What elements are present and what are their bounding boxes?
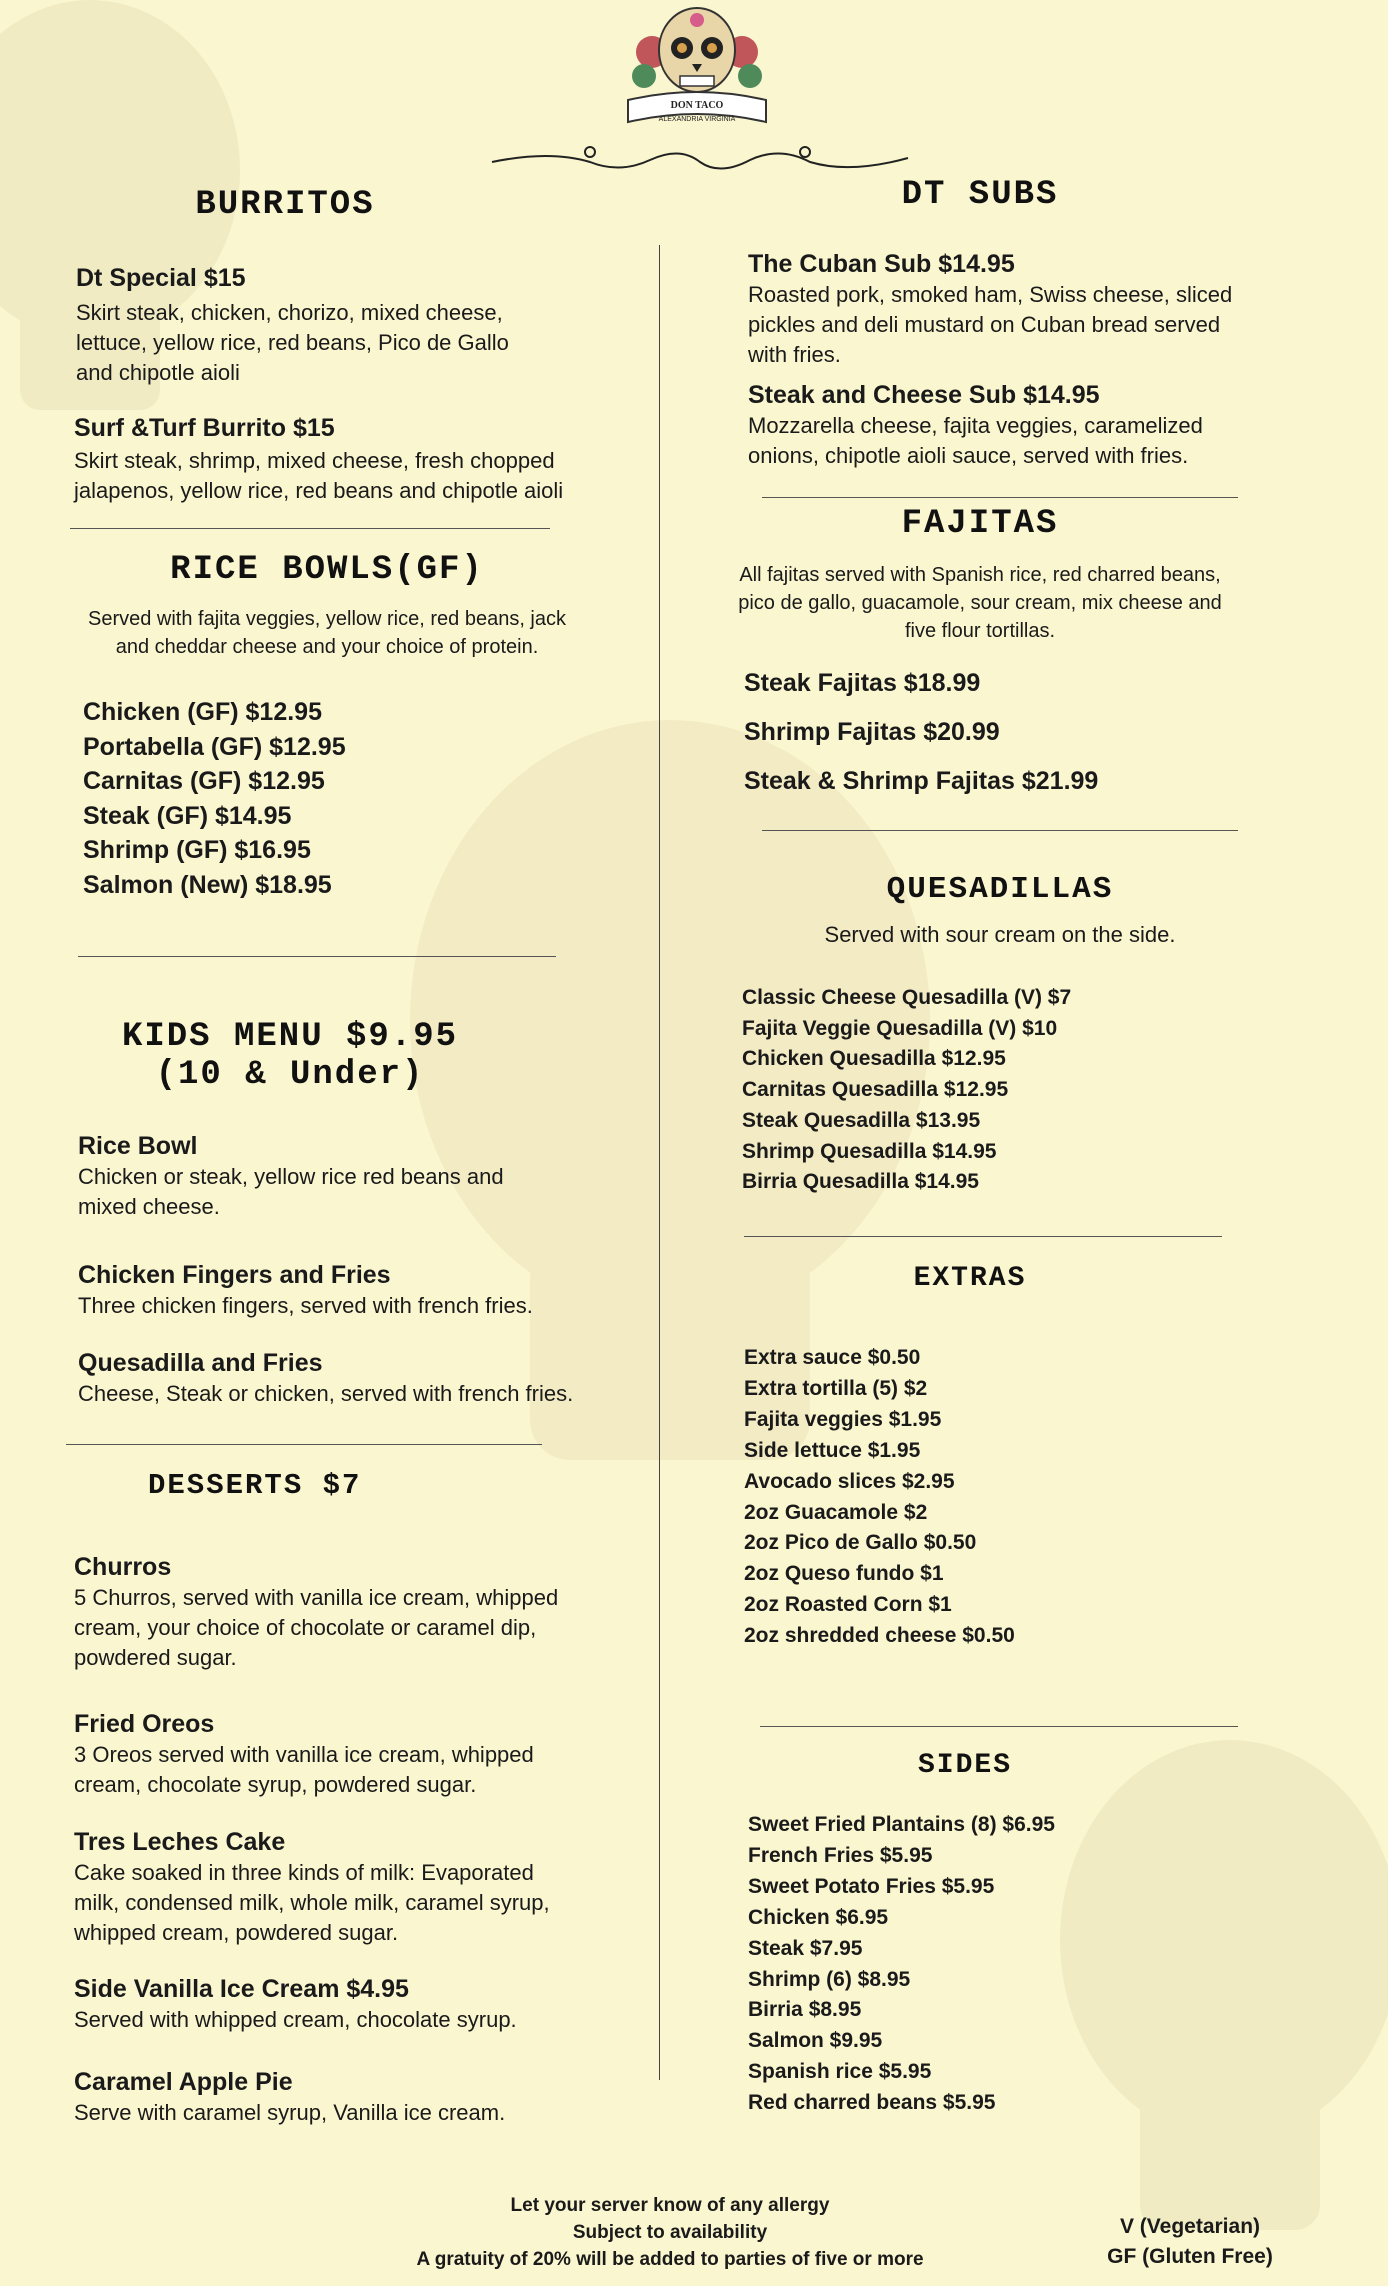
item-desc: Mozzarella cheese, fajita veggies, caramelized bbox=[748, 413, 1203, 438]
sugar-skull-logo bbox=[622, 4, 772, 144]
item-desc: cream, your choice of chocolate or caramel dip, bbox=[74, 1615, 537, 1640]
list-item: Steak Fajitas $18.99 bbox=[744, 669, 981, 697]
list-item: Extra sauce $0.50 bbox=[744, 1346, 921, 1369]
menu-item bbox=[78, 1259, 658, 1321]
item-desc: Skirt steak, chicken, chorizo, mixed cheese, bbox=[76, 300, 503, 325]
list-item: French Fries $5.95 bbox=[748, 1843, 933, 1867]
quesadillas-heading: QUESADILLAS bbox=[886, 872, 1114, 907]
logo-banner-bottom: ALEXANDRIA VIRGINIA bbox=[658, 116, 736, 123]
item-desc: Three chicken fingers, served with french fries. bbox=[78, 1293, 533, 1318]
list-item: Extra tortilla (5) $2 bbox=[744, 1376, 928, 1400]
menu-item bbox=[74, 1551, 654, 1673]
item-desc: Served with whipped cream, chocolate syrup. bbox=[74, 2007, 517, 2032]
list-item: Fajita Veggie Quesadilla (V) $10 bbox=[742, 1016, 1058, 1040]
item-desc: Cheese, Steak or chicken, served with french fries. bbox=[78, 1381, 574, 1406]
menu-item bbox=[78, 1130, 658, 1222]
item-title: Fried Oreos bbox=[74, 1710, 215, 1738]
section-rule bbox=[760, 1726, 1238, 1727]
extras-heading: EXTRAS bbox=[913, 1263, 1027, 1294]
burritos-heading: BURRITOS bbox=[195, 186, 375, 224]
legend-gluten-free: GF (Gluten Free) bbox=[1107, 2245, 1273, 2268]
sides-list bbox=[748, 1810, 1055, 2119]
item-desc: mixed cheese. bbox=[78, 1194, 220, 1219]
list-item: Fajita veggies $1.95 bbox=[744, 1407, 942, 1431]
list-item: Classic Cheese Quesadilla (V) $7 bbox=[742, 986, 1072, 1009]
item-title: Tres Leches Cake bbox=[74, 1828, 286, 1856]
fajitas-list bbox=[744, 659, 1098, 806]
item-desc: onions, chipotle aioli sauce, served with fries. bbox=[748, 443, 1189, 468]
logo-banner-top: DON TACO bbox=[670, 100, 724, 111]
section-rule bbox=[744, 1236, 1222, 1237]
kids-menu-heading: KIDS MENU $9.95 bbox=[121, 1018, 459, 1056]
item-desc: Serve with caramel syrup, Vanilla ice cream. bbox=[74, 2100, 506, 2125]
item-desc: lettuce, yellow rice, red beans, Pico de Gallo bbox=[76, 330, 509, 355]
list-item: Steak Quesadilla $13.95 bbox=[742, 1108, 981, 1132]
item-desc: and chipotle aioli bbox=[76, 360, 240, 385]
list-item: 2oz Roasted Corn $1 bbox=[744, 1593, 952, 1617]
list-item: Sweet Fried Plantains (8) $6.95 bbox=[748, 1813, 1055, 1836]
item-desc: powdered sugar. bbox=[74, 1645, 237, 1670]
list-item: Steak (GF) $14.95 bbox=[83, 801, 292, 830]
desserts-heading: DESSERTS $7 bbox=[148, 1469, 362, 1502]
item-desc: 3 Oreos served with vanilla ice cream, whipped bbox=[74, 1742, 534, 1767]
subs-heading: DT SUBS bbox=[901, 176, 1059, 214]
section-rule bbox=[66, 1444, 542, 1445]
extras-list bbox=[744, 1343, 1015, 1652]
rice-bowls-note: Served with fajita veggies, yellow rice, red beans, jack bbox=[87, 608, 566, 630]
flourish-divider bbox=[490, 140, 910, 180]
fajitas-note: All fajitas served with Spanish rice, red charred beans, bbox=[739, 564, 1221, 586]
item-desc: jalapenos, yellow rice, red beans and chipotle aioli bbox=[74, 478, 564, 503]
allergy-note: Let your server know of any allergy bbox=[510, 2195, 830, 2216]
list-item: Shrimp Fajitas $20.99 bbox=[744, 718, 1000, 746]
item-title: Caramel Apple Pie bbox=[74, 2068, 293, 2096]
item-title: Side Vanilla Ice Cream $4.95 bbox=[74, 1975, 409, 2003]
list-item: Shrimp (GF) $16.95 bbox=[83, 836, 311, 864]
list-item: Red charred beans $5.95 bbox=[748, 2091, 996, 2115]
list-item: Sweet Potato Fries $5.95 bbox=[748, 1874, 995, 1898]
item-title: Steak and Cheese Sub $14.95 bbox=[748, 381, 1100, 409]
list-item: Avocado slices $2.95 bbox=[744, 1469, 955, 1493]
menu-item bbox=[748, 379, 1368, 471]
item-title: Rice Bowl bbox=[78, 1132, 198, 1160]
list-item: Birria $8.95 bbox=[748, 1998, 862, 2022]
item-desc: Chicken or steak, yellow rice red beans and bbox=[78, 1164, 504, 1189]
list-item: Steak & Shrimp Fajitas $21.99 bbox=[744, 767, 1099, 795]
section-rule bbox=[762, 497, 1238, 498]
menu-item bbox=[74, 1973, 654, 2035]
section-rule bbox=[762, 830, 1238, 831]
menu-item bbox=[74, 1708, 654, 1800]
item-title: Dt Special $15 bbox=[76, 264, 246, 292]
list-item: Birria Quesadilla $14.95 bbox=[742, 1170, 979, 1194]
list-item: 2oz Pico de Gallo $0.50 bbox=[744, 1531, 977, 1555]
legend-vegetarian: V (Vegetarian) bbox=[1119, 2215, 1261, 2238]
gratuity-note: A gratuity of 20% will be added to parties of five or more bbox=[416, 2249, 924, 2270]
sides-heading: SIDES bbox=[917, 1750, 1012, 1781]
item-title: Quesadilla and Fries bbox=[78, 1349, 323, 1377]
item-title: Churros bbox=[74, 1553, 172, 1581]
list-item: Shrimp (6) $8.95 bbox=[748, 1967, 911, 1991]
item-desc: 5 Churros, served with vanilla ice cream, whipped bbox=[74, 1585, 559, 1610]
item-title: Chicken Fingers and Fries bbox=[78, 1261, 391, 1289]
item-desc: milk, condensed milk, whole milk, caramel syrup, bbox=[74, 1890, 550, 1915]
list-item: Carnitas Quesadilla $12.95 bbox=[742, 1078, 1009, 1102]
list-item: Carnitas (GF) $12.95 bbox=[83, 767, 325, 795]
item-desc: Roasted pork, smoked ham, Swiss cheese, sliced bbox=[748, 282, 1233, 307]
menu-item bbox=[74, 1826, 654, 1948]
list-item: Steak $7.95 bbox=[748, 1936, 863, 1960]
menu-item bbox=[74, 2066, 654, 2128]
footer-notes bbox=[340, 2192, 1000, 2273]
rice-bowls-heading: RICE BOWLS(GF) bbox=[170, 551, 484, 589]
skull-watermark-right bbox=[1040, 1740, 1388, 2240]
list-item: Chicken $6.95 bbox=[748, 1905, 889, 1929]
list-item: 2oz Queso fundo $1 bbox=[744, 1562, 944, 1586]
item-title: Surf &Turf Burrito $15 bbox=[74, 414, 335, 442]
item-title: The Cuban Sub $14.95 bbox=[748, 250, 1015, 278]
menu-item bbox=[78, 1347, 658, 1409]
menu-item bbox=[74, 412, 654, 506]
menu-item bbox=[748, 248, 1368, 370]
quesadillas-note: Served with sour cream on the side. bbox=[824, 922, 1176, 947]
list-item: Side lettuce $1.95 bbox=[744, 1438, 921, 1462]
section-rule bbox=[78, 956, 556, 957]
list-item: Spanish rice $5.95 bbox=[748, 2060, 932, 2084]
list-item: Salmon (New) $18.95 bbox=[83, 870, 332, 899]
list-item: 2oz Guacamole $2 bbox=[744, 1500, 928, 1524]
list-item: Salmon $9.95 bbox=[748, 2029, 883, 2053]
kids-menu-subheading: (10 & Under) bbox=[155, 1056, 425, 1094]
menu-item bbox=[76, 262, 656, 388]
dietary-legend bbox=[1080, 2212, 1300, 2272]
list-item: 2oz shredded cheese $0.50 bbox=[744, 1624, 1015, 1648]
item-desc: whipped cream, powdered sugar. bbox=[74, 1920, 399, 1945]
item-desc: with fries. bbox=[748, 342, 841, 367]
item-desc: Skirt steak, shrimp, mixed cheese, fresh chopped bbox=[74, 448, 555, 473]
list-item: Portabella (GF) $12.95 bbox=[83, 732, 346, 761]
list-item: Chicken Quesadilla $12.95 bbox=[742, 1047, 1006, 1071]
item-desc: Cake soaked in three kinds of milk: Evaporated bbox=[74, 1860, 534, 1885]
logo bbox=[622, 4, 772, 144]
column-divider bbox=[659, 245, 660, 2080]
rice-bowls-list bbox=[83, 695, 346, 902]
rice-bowls-note: and cheddar cheese and your choice of protein. bbox=[115, 636, 539, 658]
fajitas-heading: FAJITAS bbox=[901, 505, 1059, 543]
item-desc: cream, chocolate syrup, powdered sugar. bbox=[74, 1772, 477, 1797]
item-desc: pickles and deli mustard on Cuban bread served bbox=[748, 312, 1221, 337]
section-rule bbox=[70, 528, 550, 529]
list-item: Chicken (GF) $12.95 bbox=[83, 698, 322, 726]
availability-note: Subject to availability bbox=[572, 2222, 768, 2243]
fajitas-note: five flour tortillas. bbox=[904, 620, 1056, 642]
fajitas-note: pico de gallo, guacamole, sour cream, mix cheese and bbox=[738, 592, 1222, 614]
quesadillas-list bbox=[742, 983, 1071, 1198]
list-item: Shrimp Quesadilla $14.95 bbox=[742, 1139, 997, 1163]
